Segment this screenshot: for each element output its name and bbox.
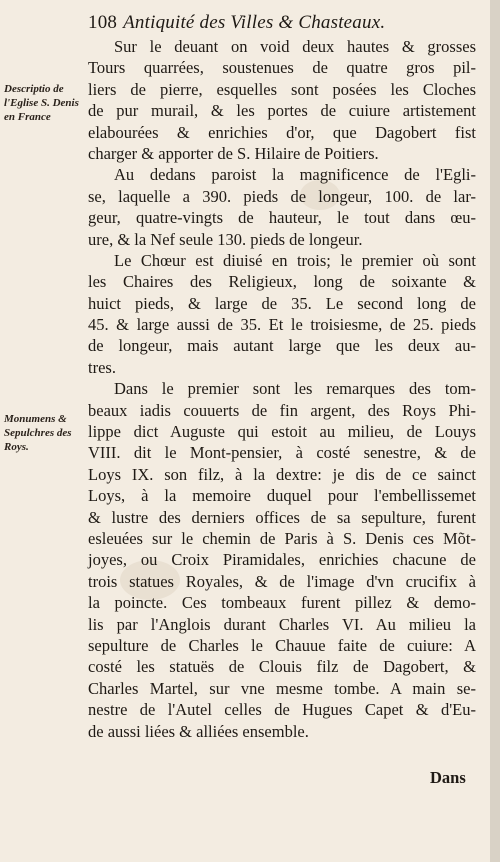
text-line: Loys IX. son filz, à la dextre: je dis de ce sainct — [88, 464, 476, 484]
text-line: esleuées sur le chemin de Paris à S. Denis ces Mõt- — [88, 528, 476, 548]
text-line: beaux iadis couuerts de fin argent, des Roys Phi- — [88, 400, 476, 420]
running-title: Antiquité des Villes & Chasteaux. — [123, 12, 386, 33]
text-line: Le Chœur est diuisé en trois; le premier où sont — [114, 250, 476, 270]
catchword: Dans — [430, 768, 466, 787]
text-line: Charles Martel, sur vne mesme tombe. A main se- — [88, 678, 476, 698]
margin-note-description: Descriptio de l'Eglise S. Denis en France — [4, 83, 79, 123]
running-header — [88, 12, 488, 34]
text-line: lis par l'Anglois durant Charles VI. Au milieu la — [88, 614, 476, 634]
text-line: Au dedans paroist la magnificence de l'Egli- — [114, 165, 476, 185]
text-line: VIII. dit le Mont-pensier, à costé senestre, & de — [88, 443, 476, 463]
text-line: de pur murail, & les portes de cuiure artistement — [88, 101, 476, 121]
text-line: geur, quatre-vingts de hauteur, le tout dans œu- — [88, 208, 476, 228]
text-line: de longeur, mais autant large que les deux au- — [88, 336, 476, 356]
text-line: se, laquelle a 390. pieds de longeur, 100. de lar- — [88, 186, 476, 206]
text-line: joyes, ou Croix Piramidales, enrichies chacune de — [88, 550, 476, 570]
text-line: nestre de l'Autel celles de Hugues Capet & d'Eu- — [88, 700, 476, 720]
text-line: elabourées & enrichies d'or, que Dagobert fist — [88, 122, 476, 142]
text-line: tres. — [88, 357, 116, 377]
text-line: la poincte. Ces tombeaux furent pillez & demo- — [88, 593, 476, 613]
text-line: Loys, à la memoire duquel pour l'embellissemet — [88, 486, 476, 506]
text-line: & lustre des derniers offices de sa sepulture, furent — [88, 507, 476, 527]
text-line: sepulture de Charles le Chauue faite de cuiure: A — [88, 635, 476, 655]
text-line: huict pieds, & large de 35. Le second long de — [88, 293, 476, 313]
page-number: 108 — [88, 12, 118, 33]
text-line: liers de pierre, esquelles sont posées les Cloches — [88, 79, 476, 99]
text-body — [88, 36, 476, 742]
text-line: Dans le premier sont les remarques des tom- — [114, 379, 476, 399]
text-line: Sur le deuant on void deux hautes & grosses — [114, 37, 476, 56]
text-line: de aussi liées & alliées ensemble. — [88, 721, 309, 741]
text-line: lippe dict Auguste qui estoit au milieu, de Louys — [88, 422, 476, 442]
text-line: charger & apporter de S. Hilaire de Poitiers. — [88, 143, 379, 163]
text-line: ure, & la Nef seule 130. pieds de longeur. — [88, 229, 363, 249]
margin-note-monuments: Monumens & Sepulchres des Roys. — [4, 413, 72, 453]
text-line: Tours quarrées, soustenues de quatre gros pil- — [88, 58, 476, 78]
text-line: costé les statuës de Clouis filz de Dagobert, & — [88, 657, 476, 677]
text-line: 45. & large aussi de 35. Et le troisiesme, de 25. pieds — [88, 315, 476, 335]
text-line: trois statues Royales, & de l'image d'vn crucifix à — [88, 571, 476, 591]
text-line: les Chaires des Religieux, long de soixante & — [88, 272, 476, 292]
